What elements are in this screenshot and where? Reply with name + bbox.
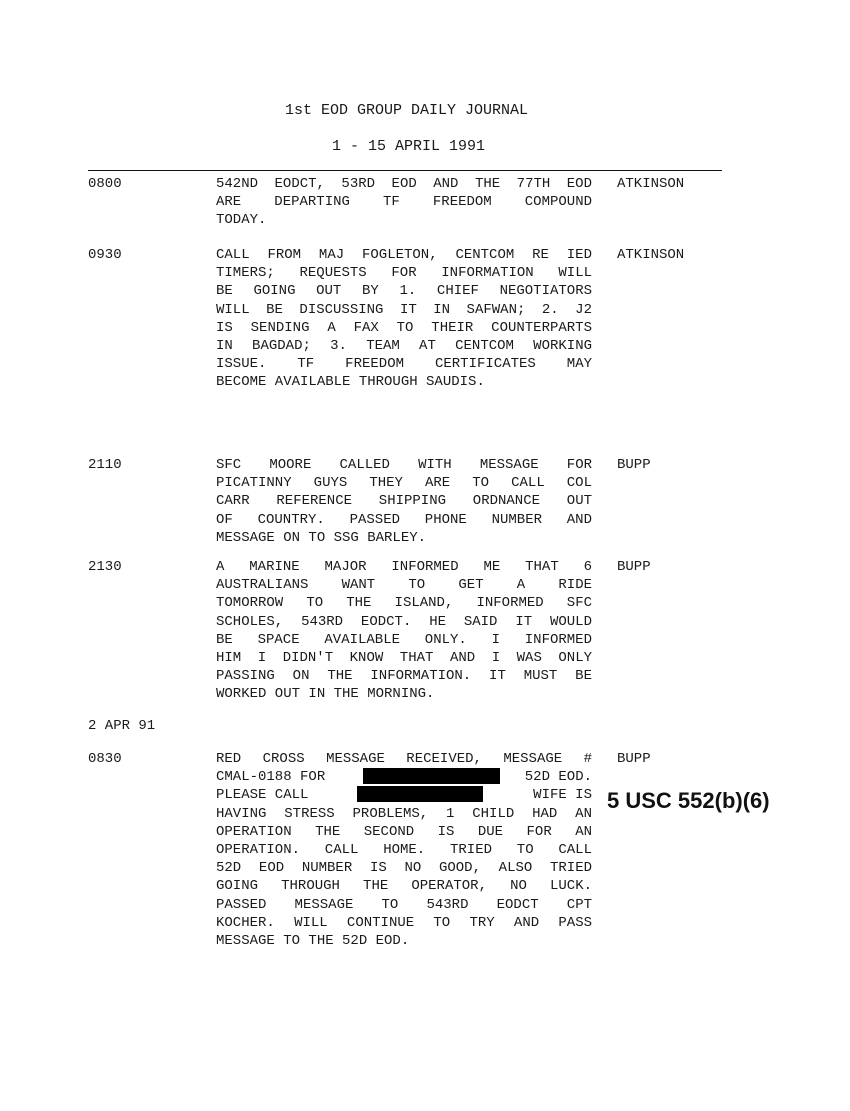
entry-author: BUPP (617, 457, 651, 473)
entry-author: ATKINSON (617, 247, 685, 263)
entry-line: HIM I DIDN'T KNOW THAT AND I WAS ONLY (216, 650, 592, 667)
entry-time: 0830 (88, 751, 122, 767)
journal-date-range: 1 - 15 APRIL 1991 (332, 138, 486, 155)
entry-time: 2110 (88, 457, 122, 473)
entry-author: BUPP (617, 751, 651, 767)
entry-line: SFC MOORE CALLED WITH MESSAGE FOR (216, 457, 592, 473)
date-heading: 2 APR 91 (88, 718, 156, 734)
entry-line: GOING THROUGH THE OPERATOR, NO LUCK. (216, 878, 592, 895)
entry-line: 52D EOD NUMBER IS NO GOOD, ALSO TRIED (216, 860, 592, 877)
header-rule (88, 170, 722, 171)
entry-author: ATKINSON (617, 176, 685, 192)
entry-line: TOMORROW TO THE ISLAND, INFORMED SFC (216, 595, 592, 612)
entry-line: IS SENDING A FAX TO THEIR COUNTERPARTS (216, 319, 592, 336)
entry-line: KOCHER. WILL CONTINUE TO TRY AND PASS (216, 914, 592, 931)
entry-line-part: CMAL-0188 FOR (216, 769, 326, 786)
entry-line: OF COUNTRY. PASSED PHONE NUMBER AND (216, 511, 592, 528)
entry-line: SCHOLES, 543RD EODCT. HE SAID IT WOULD (216, 613, 592, 630)
entry-line: HAVING STRESS PROBLEMS, 1 CHILD HAD AN (216, 805, 592, 822)
entry-time: 0800 (88, 176, 122, 192)
entry-line: MESSAGE ON TO SSG BARLEY. (216, 529, 427, 546)
entry-time: 2130 (88, 559, 122, 575)
entry-text (216, 246, 592, 392)
entry-line: PASSED MESSAGE TO 543RD EODCT CPT (216, 896, 592, 913)
entry-line: OPERATION THE SECOND IS DUE FOR AN (216, 823, 592, 840)
entry-line: IN BAGDAD; 3. TEAM AT CENTCOM WORKING (216, 338, 592, 355)
entry-line: RED CROSS MESSAGE RECEIVED, MESSAGE # (216, 751, 592, 767)
entry-line-part: 52D EOD. (524, 769, 592, 786)
entry-line-redacted (216, 786, 592, 804)
entry-line: WILL BE DISCUSSING IT IN SAFWAN; 2. J2 (216, 301, 592, 318)
entry-line: BECOME AVAILABLE THROUGH SAUDIS. (216, 374, 485, 391)
entry-line: ISSUE. TF FREEDOM CERTIFICATES MAY (216, 356, 592, 373)
entry-text (216, 175, 592, 230)
entry-line: PASSING ON THE INFORMATION. IT MUST BE (216, 668, 592, 685)
entry-line: AUSTRALIANS WANT TO GET A RIDE (216, 577, 592, 594)
entry-line: MESSAGE TO THE 52D EOD. (216, 933, 410, 950)
entry-line-redacted (216, 768, 592, 786)
entry-line: CALL FROM MAJ FOGLETON, CENTCOM RE IED (216, 247, 592, 263)
redaction-block (363, 768, 500, 784)
entry-text (216, 558, 592, 704)
entry-text (216, 456, 592, 547)
entry-line-part: PLEASE CALL (216, 787, 309, 804)
entry-author: BUPP (617, 559, 651, 575)
entry-line: OPERATION. CALL HOME. TRIED TO CALL (216, 842, 592, 859)
entry-line: TIMERS; REQUESTS FOR INFORMATION WILL (216, 265, 592, 282)
entry-line-part: WIFE IS (533, 787, 592, 804)
entry-time: 0930 (88, 247, 122, 263)
entry-text (216, 750, 592, 950)
entry-line: PICATINNY GUYS THEY ARE TO CALL COL (216, 475, 592, 492)
entry-line: 542ND EODCT, 53RD EOD AND THE 77TH EOD (216, 176, 592, 192)
journal-title: 1st EOD GROUP DAILY JOURNAL (285, 102, 529, 119)
entry-line: BE GOING OUT BY 1. CHIEF NEGOTIATORS (216, 283, 592, 300)
entry-line: WORKED OUT IN THE MORNING. (216, 686, 435, 703)
redaction-block (357, 786, 483, 802)
entry-line: TODAY. (216, 212, 267, 229)
entry-line: A MARINE MAJOR INFORMED ME THAT 6 (216, 559, 592, 575)
entry-line: CARR REFERENCE SHIPPING ORDNANCE OUT (216, 493, 592, 510)
entry-line: BE SPACE AVAILABLE ONLY. I INFORMED (216, 631, 592, 648)
entry-line: ARE DEPARTING TF FREEDOM COMPOUND (216, 194, 592, 211)
foia-exemption-stamp: 5 USC 552(b)(6) (607, 788, 770, 813)
